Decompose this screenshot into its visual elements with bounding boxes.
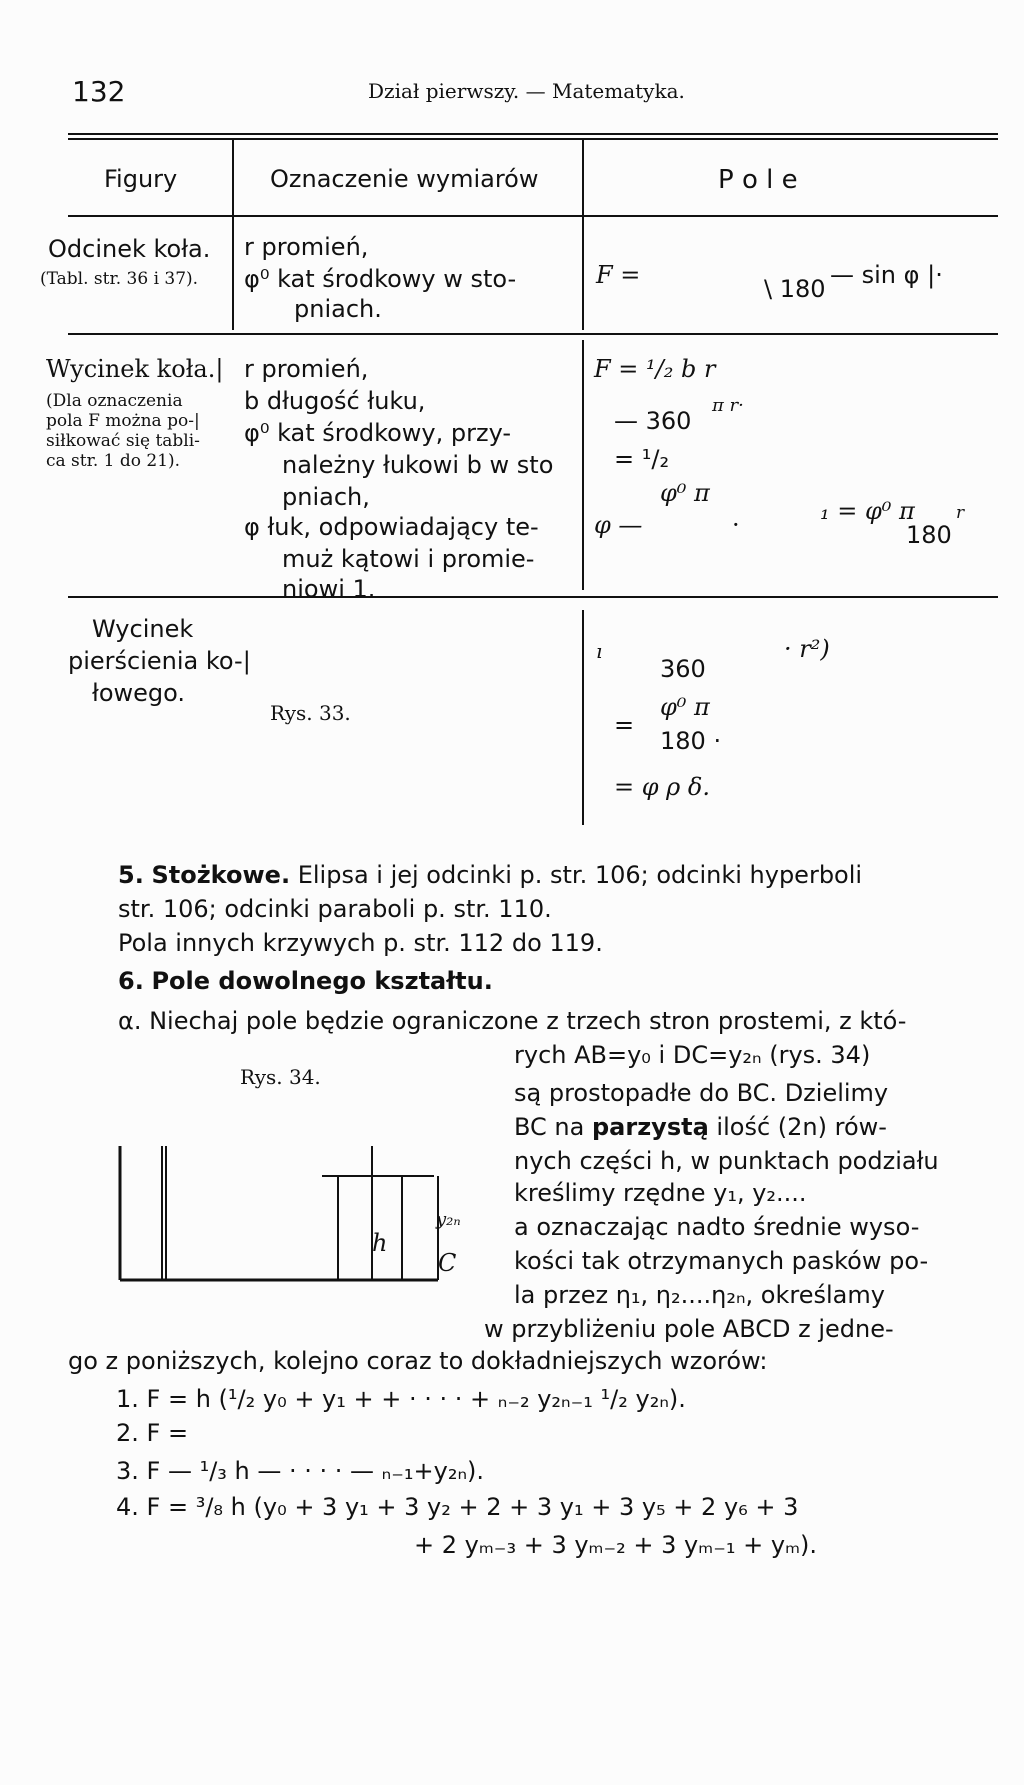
section5-number: 5.	[118, 861, 144, 889]
col-divider-2	[582, 140, 584, 330]
row2-figure-line: pola F można po-|	[46, 411, 200, 431]
row1-notation-line: φ⁰ kat środkowy w sto-	[244, 265, 517, 293]
row3-formula-part: 360	[660, 655, 706, 683]
row2-formula-part: π r·	[712, 395, 744, 416]
row3-formula-part: 180 ·	[660, 727, 722, 755]
formula-2: 2. F =	[116, 1419, 189, 1447]
row3-formula-part: · r²)	[784, 635, 830, 663]
row2-formula-part: — 360	[614, 407, 692, 435]
row3-formula-part: φ⁰ π	[660, 693, 710, 721]
row1-notation-line: pniach.	[294, 295, 382, 323]
header-rule	[68, 215, 998, 217]
section6-para-line: w przybliżeniu pole ABCD z jedne-	[484, 1315, 894, 1343]
row2-notation-line: pniach,	[282, 483, 370, 511]
row2-formula-part: φ —	[594, 511, 643, 539]
formula-3: 3. F — ¹/₃ h — · · · · — ₙ₋₁+y₂ₙ).	[116, 1457, 485, 1485]
row1-rule	[68, 333, 998, 335]
rys34-figure	[116, 1144, 476, 1294]
row3-figure-line: łowego.	[92, 679, 186, 707]
row2-formula-part: r	[956, 503, 965, 523]
row2-figure-line: ca str. 1 do 21).	[46, 451, 181, 471]
row2-notation-line: φ łuk, odpowiadający te-	[244, 513, 539, 541]
row2-formula-part: ₁ = φ⁰ π	[820, 497, 915, 525]
row3-formula-part: =	[614, 711, 635, 739]
col-header-oznaczenie: Oznaczenie wymiarów	[270, 165, 539, 193]
section6-para-line: kości tak otrzymanych pasków po-	[514, 1247, 929, 1275]
row3-figure-line: pierścienia ko-|	[68, 647, 251, 675]
section6-para-line: BC na	[514, 1113, 585, 1141]
section6-para-line: la przez η₁, η₂....η₂ₙ, określamy	[514, 1281, 885, 1309]
section6-emphasis: parzystą	[592, 1113, 709, 1141]
row1-figure-line: (Tabl. str. 36 i 37).	[40, 269, 199, 289]
section6-para-line: a oznaczając nadto średnie wyso-	[514, 1213, 920, 1241]
formula-1: 1. F = h (¹/₂ y₀ + y₁ + + · · · · + ₙ₋₂ y₂ₙ₋₁ ¹/₂ y₂ₙ).	[116, 1385, 686, 1413]
section6-para-line: nych części h, w punktach podziału	[514, 1147, 939, 1175]
section5-line	[118, 862, 862, 890]
row3-figure-line: Wycinek	[92, 615, 194, 643]
row1-formula-part: — sin φ |·	[830, 261, 943, 289]
row3-formula-part: = φ ρ δ.	[614, 773, 710, 801]
section6-number: 6.	[118, 967, 144, 995]
rys33-caption: Rys. 33.	[270, 701, 351, 725]
row1-notation-line: r promień,	[244, 233, 369, 261]
rys34-label-y2n: y₂ₙ	[436, 1209, 461, 1230]
row1-formula-part: F =	[596, 261, 641, 289]
row2-notation-line: niowi 1.	[282, 575, 376, 603]
row2-notation-line: r promień,	[244, 355, 369, 383]
row2-formula-part: = ¹/₂	[614, 445, 670, 473]
rys34-label-h: h	[372, 1229, 388, 1257]
section6-para-line: α. Niechaj pole będzie ograniczone z trzech stron prostemi, z któ-	[118, 1007, 907, 1035]
top-rule-1	[68, 133, 998, 135]
top-rule-2	[68, 138, 998, 140]
running-title: Dział pierwszy. — Matematyka.	[368, 79, 685, 103]
formula-4: 4. F = ³/₈ h (y₀ + 3 y₁ + 3 y₂ + 2 + 3 y₁ + 3 y₅ + 2 y₆ + 3	[116, 1493, 799, 1521]
row2-figure-line: Wycinek koła.|	[46, 355, 224, 383]
row2-figure-line: (Dla oznaczenia	[46, 391, 183, 411]
row2-formula-part: F = ¹/₂ b r	[594, 355, 716, 383]
section6-para-line: go z poniższych, kolejno coraz to dokładniejszych wzorów:	[68, 1347, 768, 1375]
section5-text: str. 106; odcinki paraboli p. str. 110.	[118, 895, 552, 923]
section5-text: Pola innych krzywych p. str. 112 do 119.	[118, 929, 603, 957]
rys34-caption: Rys. 34.	[240, 1065, 321, 1089]
page-number: 132	[72, 75, 126, 108]
row2-figure-line: siłkować się tabli-	[46, 431, 200, 451]
row2-formula-part: φ⁰ π	[660, 479, 710, 507]
row2-formula-part: ·	[732, 511, 740, 539]
formula-4-cont: + 2 yₘ₋₃ + 3 yₘ₋₂ + 3 yₘ₋₁ + yₘ).	[414, 1531, 818, 1559]
section6-para-line: rych AB=y₀ i DC=y₂ₙ (rys. 34)	[514, 1041, 871, 1069]
row2-notation-line: b długość łuku,	[244, 387, 426, 415]
row2-rule	[68, 596, 998, 598]
row2-notation-line: φ⁰ kat środkowy, przy-	[244, 419, 512, 447]
section6-para-line: są prostopadłe do BC. Dzielimy	[514, 1079, 889, 1107]
section6-para-line: ilość (2n) rów-	[716, 1113, 887, 1141]
row2-notation-line: należny łukowi b w sto	[282, 451, 554, 479]
section5-title: Stożkowe.	[151, 861, 291, 889]
section6-title: Pole dowolnego kształtu.	[151, 967, 493, 995]
col-header-pole: P o l e	[718, 165, 798, 195]
row2-notation-line: muż kątowi i promie-	[282, 545, 535, 573]
section5-text: Elipsa i jej odcinki p. str. 106; odcinki hyperboli	[297, 861, 863, 889]
col-header-figury: Figury	[104, 165, 178, 193]
row1-formula-part: \ 180	[764, 275, 826, 303]
col-divider-1	[232, 140, 234, 330]
rys34-label-c: C	[438, 1249, 457, 1277]
row3-formula-part: ı	[596, 639, 603, 663]
section6-para-line: kreślimy rzędne y₁, y₂....	[514, 1179, 807, 1207]
col-divider-2b	[582, 340, 584, 590]
row2-formula-part: 180	[906, 521, 952, 549]
row1-figure-line: Odcinek koła.	[48, 235, 211, 263]
col-divider-2c	[582, 610, 584, 825]
